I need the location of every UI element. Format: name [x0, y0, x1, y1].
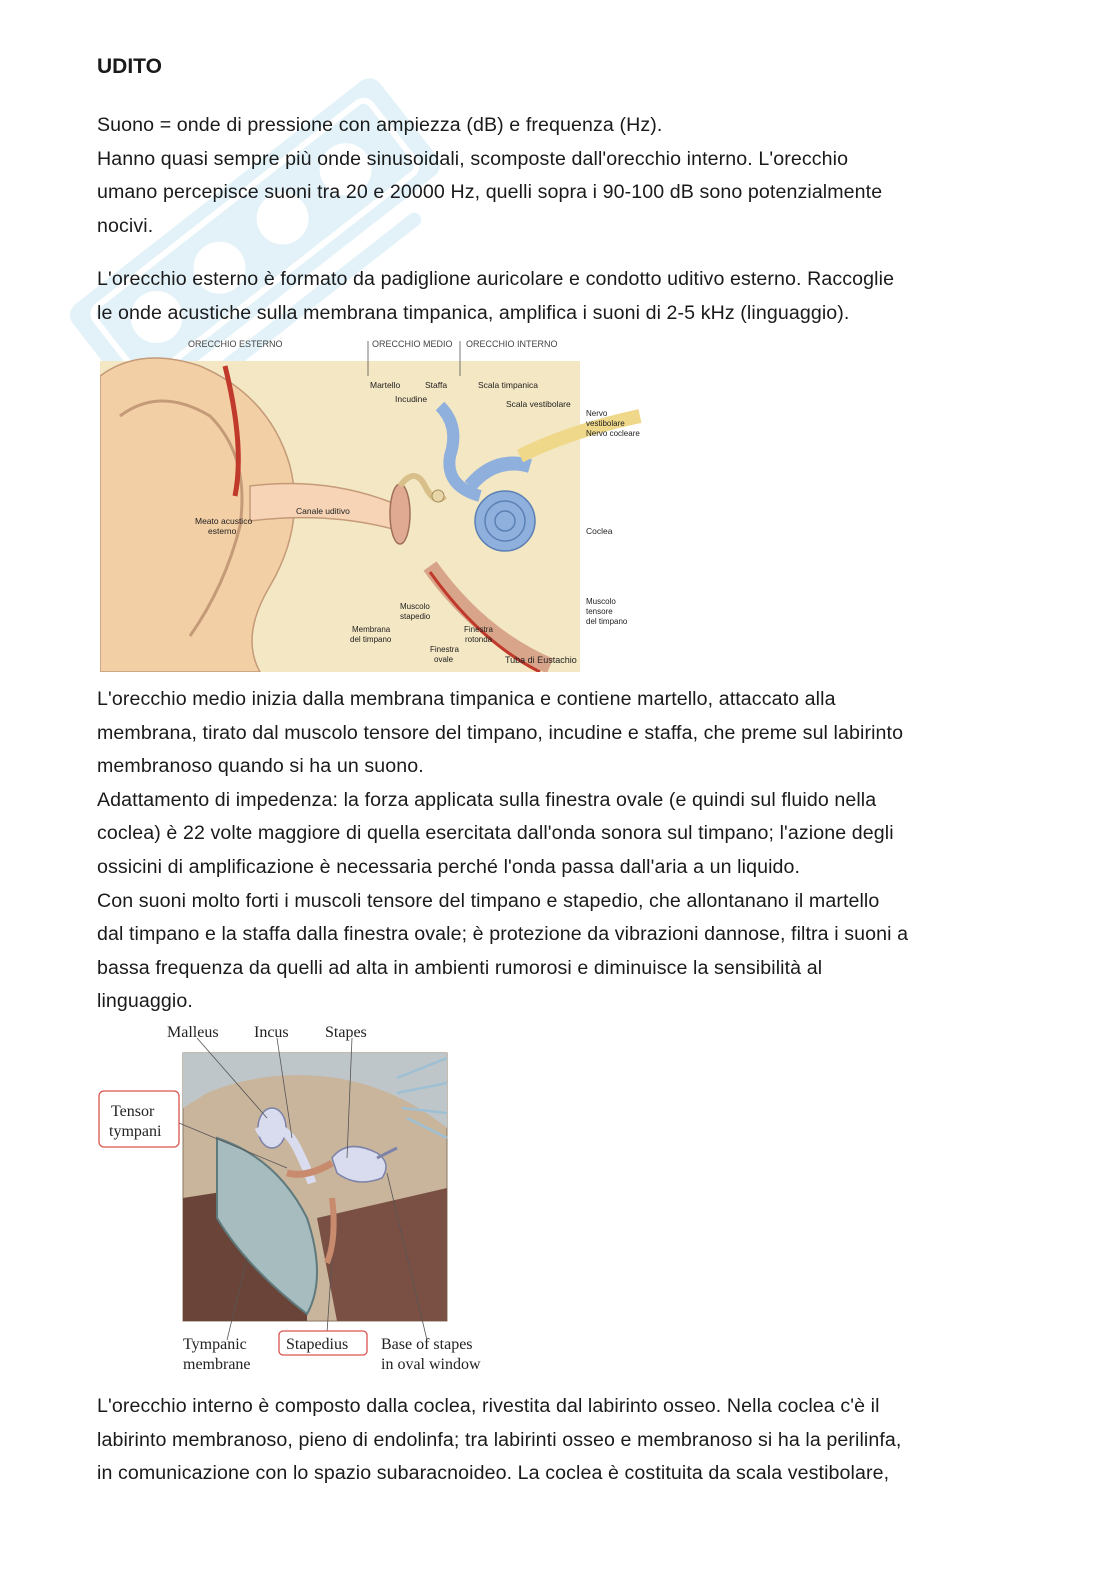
text-line: umano percepisce suoni tra 20 e 20000 Hz, quelli sopra i 90-100 dB sono potenzialmente — [97, 181, 883, 204]
label-muscolo-tensore: del timpano — [586, 617, 628, 626]
text-line: labirinto membranoso, pieno di endolinfa; tra labirinti osseo e membranoso si ha la perilinfa, — [97, 1428, 902, 1451]
label-finestra-rotonda: rotonda — [465, 635, 493, 644]
paragraph-inner-ear — [97, 1390, 1027, 1491]
paragraph-middle-ear — [97, 683, 1027, 1019]
section-label-middle: ORECCHIO MEDIO — [372, 339, 453, 349]
section-label-outer: ORECCHIO ESTERNO — [188, 339, 283, 349]
ossicles-figure — [97, 1018, 517, 1378]
label-incus: Incus — [254, 1024, 289, 1041]
label-finestra-ovale: ovale — [434, 655, 454, 664]
label-finestra-rotonda: Finestra — [464, 625, 493, 634]
text-line: bassa frequenza da quelli ad alta in ambienti rumorosi e diminuisce la sensibilità al — [97, 956, 823, 979]
text-line: membrana, tirato dal muscolo tensore del timpano, incudine e staffa, che preme sul labirinto — [97, 721, 904, 744]
label-meato: Meato acustico — [195, 516, 253, 526]
label-finestra-ovale: Finestra — [430, 645, 459, 654]
text-line: L'orecchio interno è composto dalla coclea, rivestita dal labirinto osseo. Nella coclea c'è il — [97, 1395, 880, 1417]
label-muscolo-tensore: Muscolo — [586, 597, 616, 606]
text-line: L'orecchio medio inizia dalla membrana timpanica e contiene martello, attaccato alla — [97, 688, 836, 710]
label-malleus: Malleus — [167, 1024, 219, 1041]
label-stapes: Stapes — [325, 1024, 367, 1041]
paragraph-sound — [97, 109, 1027, 243]
text-line: linguaggio. — [97, 990, 193, 1013]
label-muscolo-stapedio: stapedio — [400, 612, 431, 621]
label-nervo-vestibolare: Nervo — [586, 409, 608, 418]
label-tympanic-membrane: membrane — [183, 1356, 251, 1373]
text-line: Con suoni molto forti i muscoli tensore del timpano e stapedio, che allontanano il martello — [97, 889, 880, 912]
label-meato: esterno — [208, 526, 237, 536]
label-tensor-tympani: Tensor — [111, 1103, 155, 1120]
label-tympanic-membrane: Tympanic — [183, 1336, 247, 1353]
label-tensor-tympani: tympani — [109, 1123, 162, 1140]
label-membrana-timpano: Membrana — [352, 625, 391, 634]
label-martello: Martello — [370, 380, 401, 390]
ossicles-illustration — [99, 1038, 447, 1355]
paragraph-outer-ear — [97, 263, 1027, 330]
text-line: le onde acustiche sulla membrana timpanica, amplifica i suoni di 2-5 kHz (linguaggio). — [97, 301, 850, 324]
page-title: UDITO — [97, 55, 162, 78]
label-nervo-vestibolare: vestibolare — [586, 419, 625, 428]
text-line: in comunicazione con lo spazio subaracnoideo. La coclea è costituita da scala vestibolare, — [97, 1462, 890, 1485]
ear-anatomy-figure — [100, 336, 660, 672]
label-stapedius: Stapedius — [286, 1336, 349, 1353]
text-line: Adattamento di impedenza: la forza applicata sulla finestra ovale (e quindi sul fluido nella — [97, 788, 877, 811]
label-muscolo-stapedio: Muscolo — [400, 602, 430, 611]
label-muscolo-tensore: tensore — [586, 607, 613, 616]
section-label-inner: ORECCHIO INTERNO — [466, 339, 558, 349]
text-line: nocivi. — [97, 214, 154, 237]
label-nervo-cocleare: Nervo cocleare — [586, 429, 640, 438]
text-line: coclea) è 22 volte maggiore di quella esercitata dall'onda sonora sul timpano; l'azione degli — [97, 822, 894, 845]
label-incudine: Incudine — [395, 394, 428, 404]
text-line: Suono = onde di pressione con ampiezza (dB) e frequenza (Hz). — [97, 114, 663, 136]
label-membrana-timpano: del timpano — [350, 635, 392, 644]
label-base-of-stapes: Base of stapes — [381, 1336, 473, 1353]
text-line: membranoso quando si ha un suono. — [97, 755, 424, 778]
text-line: ossicini di amplificazione è necessaria perché l'onda passa dall'aria a un liquido. — [97, 855, 801, 878]
label-scala-vestibolare: Scala vestibolare — [506, 399, 571, 409]
label-base-of-stapes: in oval window — [381, 1356, 481, 1373]
label-coclea: Coclea — [586, 526, 613, 536]
label-tuba-eustachio: Tuba di Eustachio — [505, 655, 577, 665]
text-line: Hanno quasi sempre più onde sinusoidali, scomposte dall'orecchio interno. L'orecchio — [97, 147, 849, 170]
text-line: dal timpano e la staffa dalla finestra ovale; è protezione da vibrazioni dannose, filtra i suoni a — [97, 923, 909, 946]
label-scala-timpanica: Scala timpanica — [478, 380, 539, 390]
label-staffa: Staffa — [425, 380, 448, 390]
label-canale-uditivo: Canale uditivo — [296, 506, 350, 516]
text-line: L'orecchio esterno è formato da padiglione auricolare e condotto uditivo esterno. Raccoglie — [97, 268, 895, 290]
